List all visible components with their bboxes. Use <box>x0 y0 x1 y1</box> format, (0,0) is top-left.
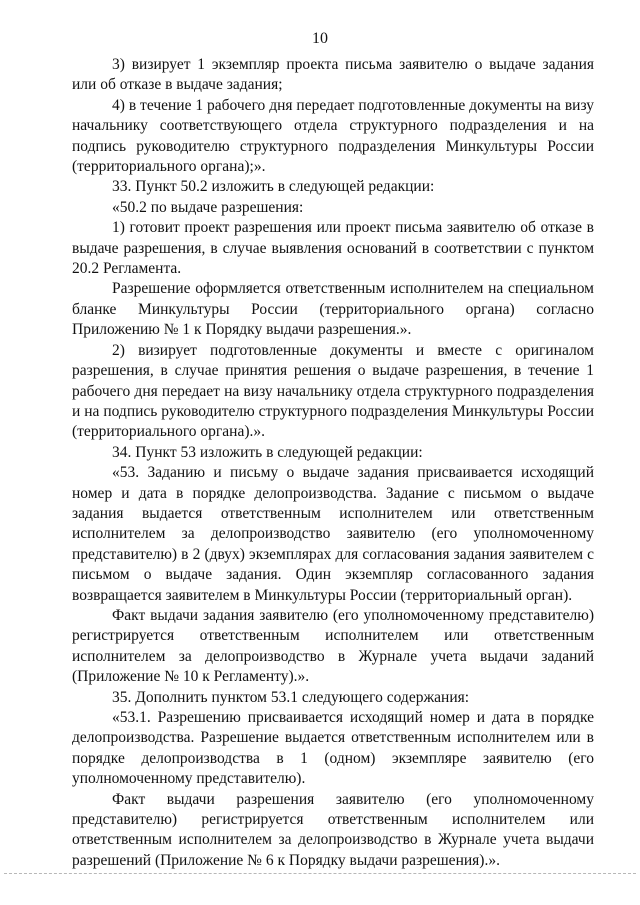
scan-edge-line <box>4 873 636 874</box>
paragraph-item-33: 33. Пункт 50.2 изложить в следующей редакции: <box>112 178 435 196</box>
paragraph-4-transfer: 4) в течение 1 рабочего дня передает подготовленные документы на визу начальнику соответствующего отдела структурного подразделения и на подпись руководителю структурного подразделения Минкультуры России (территориального органа);». <box>72 96 594 176</box>
paragraph-permit-registration: Факт выдачи разрешения заявителю (его уполномоченному представителю) регистрируется ответственным исполнителем или ответственным исполнителем за делопроизводство в Журнале учета выдачи разрешений (Приложение № 6 к Порядку выдачи разрешения).». <box>72 790 594 869</box>
paragraph-50-2: «50.2 по выдаче разрешения: <box>112 198 304 216</box>
paragraph-53-1: «53.1. Разрешению присваивается исходящий номер и дата в порядке делопроизводства. Разрешение выдается ответственным исполнителем или в порядке делопроизводства в 1 (одном) экземпляре заявителю (его уполномоченному представителю). <box>72 709 594 788</box>
paragraph-3-visa: 3) визирует 1 экземпляр проекта письма заявителю о выдаче задания или об отказе в выдаче задания; <box>72 56 594 94</box>
page-number: 10 <box>312 30 328 47</box>
paragraph-53: «53. Заданию и письму о выдаче задания присваивается исходящий номер и дата в порядке делопроизводства. Задание с письмом о выдаче задания выдается ответственным исполнителем или ответственным исполнителем за делопроизводство заявителю (его уполномоченному представителю) в 2 (двух) экземплярах для согласования задания заявителем с письмом о выдаче задания. Один экземпляр согласованного задания возвращается заявителем в Минкультуры России (территориальный орган). <box>72 464 594 604</box>
paragraph-task-registration: Факт выдачи задания заявителю (его уполномоченному представителю) регистрируется ответственным исполнителем или ответственным исполнителем за делопроизводство в Журнале учета выдачи заданий (Приложение № 10 к Регламенту).». <box>72 606 594 686</box>
paragraph-permit-form: Разрешение оформляется ответственным исполнителем на специальном бланке Минкультуры России (территориального органа) согласно Приложению № 1 к Порядку выдачи разрешения.». <box>72 280 594 339</box>
document-body <box>72 55 594 871</box>
paragraph-item-34: 34. Пункт 53 изложить в следующей редакции: <box>112 443 423 461</box>
paragraph-50-2-sub-2: 2) визирует подготовленные документы и вместе с оригиналом разрешения, в случае принятия решения о выдаче разрешения, в течение 1 рабочего дня передает на визу начальнику отдела структурного подразделения и на подпись руководителю структурного подразделения Минкультуры России (территориального органа).». <box>72 341 594 441</box>
paragraph-50-2-sub-1: 1) готовит проект разрешения или проект письма заявителю об отказе в выдаче разрешения, в случае выявления оснований в соответствии с пунктом 20.2 Регламента. <box>72 219 594 278</box>
paragraph-item-35: 35. Дополнить пунктом 53.1 следующего содержания: <box>112 688 470 706</box>
